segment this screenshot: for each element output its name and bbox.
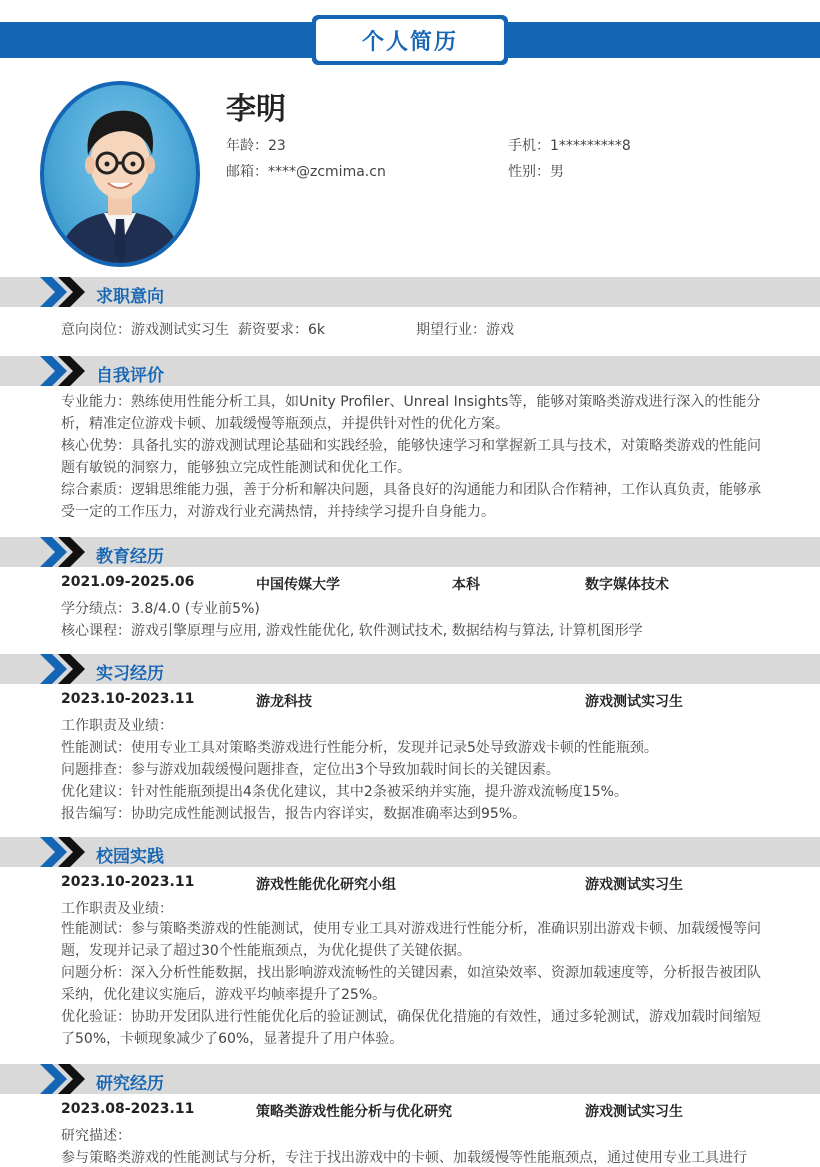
edu-date: 2021.09-2025.06: [61, 574, 195, 590]
section-title: 研究经历: [96, 1074, 164, 1094]
intern-item: 问题排查：参与游戏加载缓慢问题排查，定位出3个导致加载时间长的关键因素。: [61, 762, 560, 778]
chevron-icon: [38, 277, 92, 307]
section-campus-practice: [0, 837, 820, 867]
research-date: 2023.08-2023.11: [61, 1101, 195, 1117]
intern-item: 性能测试：使用专业工具对策略类游戏进行性能分析，发现并记录5处导致游戏卡顿的性能瓶颈。: [61, 740, 658, 756]
edu-gpa: 学分绩点：3.8/4.0 (专业前5%): [61, 601, 260, 617]
chevron-icon: [38, 837, 92, 867]
campus-subtitle: 工作职责及业绩：: [61, 901, 173, 917]
self-eval-paragraph: 综合素质：逻辑思维能力强，善于分析和解决问题，具备良好的沟通能力和团队合作精神，工作认真负责，能够承受一定的工作压力，对游戏行业充满热情，并持续学习提升自身能力。: [61, 482, 761, 520]
self-eval-paragraph: 专业能力：熟练使用性能分析工具，如Unity Profiler、Unreal Insights等，能够对策略类游戏进行深入的性能分析，精准定位游戏卡顿、加载缓慢等瓶颈点，并提供针对性的优化方案。: [61, 394, 761, 432]
phone-label: 手机：: [508, 138, 550, 154]
research-paragraph: 参与策略类游戏的性能测试与分析，专注于找出游戏中的卡顿、加载缓慢等性能瓶颈点，通过使用专业工具进行: [61, 1150, 747, 1166]
intern-company: 游龙科技: [256, 694, 312, 710]
section-title: 教育经历: [96, 547, 164, 567]
campus-role: 游戏测试实习生: [585, 877, 683, 893]
resume-title: 个人简历: [316, 19, 504, 61]
intent-position: 意向岗位：游戏测试实习生: [61, 322, 229, 338]
campus-paragraph: 问题分析：深入分析性能数据，找出影响游戏流畅性的关键因素，如渲染效率、资源加载速度等，分析报告被团队采纳，优化建议实施后，游戏平均帧率提升了25%。: [61, 965, 761, 1003]
gender-label: 性别：: [508, 164, 550, 180]
chevron-icon: [38, 356, 92, 386]
gender-row: [508, 161, 564, 181]
section-title: 校园实践: [96, 847, 164, 867]
intent-industry: 期望行业：游戏: [416, 322, 514, 338]
section-title: 实习经历: [96, 664, 164, 684]
campus-org: 游戏性能优化研究小组: [256, 877, 396, 893]
self-eval-paragraph: 核心优势：具备扎实的游戏测试理论基础和实践经验，能够快速学习和掌握新工具与技术，对策略类游戏的性能问题有敏锐的洞察力，能够独立完成性能测试和优化工作。: [61, 438, 761, 476]
section-self-evaluation: [0, 356, 820, 386]
section-research: [0, 1064, 820, 1094]
avatar: [40, 81, 200, 267]
research-project: 策略类游戏性能分析与优化研究: [256, 1104, 452, 1120]
email-row: [226, 161, 386, 181]
age-value: 23: [268, 138, 286, 154]
email-value: ****@zcmima.cn: [268, 164, 386, 180]
intern-role: 游戏测试实习生: [585, 694, 683, 710]
phone-row: [508, 135, 631, 155]
section-title: 求职意向: [96, 287, 164, 307]
email-label: 邮箱：: [226, 164, 268, 180]
intern-item: 报告编写：协助完成性能测试报告，报告内容详实，数据准确率达到95%。: [61, 806, 527, 822]
campus-date: 2023.10-2023.11: [61, 874, 195, 890]
candidate-name: 李明: [226, 92, 286, 127]
edu-major: 数字媒体技术: [585, 577, 669, 593]
phone-value: 1*********8: [550, 138, 631, 154]
chevron-icon: [38, 537, 92, 567]
title-box: [312, 15, 508, 65]
intern-item: 优化建议：针对性能瓶颈提出4条优化建议，其中2条被采纳并实施，提升游戏流畅度15%。: [61, 784, 628, 800]
section-internship: [0, 654, 820, 684]
chevron-icon: [38, 654, 92, 684]
edu-school: 中国传媒大学: [256, 577, 340, 593]
chevron-icon: [38, 1064, 92, 1094]
edu-courses: 核心课程：游戏引擎原理与应用, 游戏性能优化, 软件测试技术, 数据结构与算法, 计算机图形学: [61, 623, 643, 639]
campus-paragraph: 优化验证：协助开发团队进行性能优化后的验证测试，确保优化措施的有效性，通过多轮测试，游戏加载时间缩短了50%，卡顿现象减少了60%，显著提升了用户体验。: [61, 1009, 761, 1047]
section-title: 自我评价: [96, 366, 164, 386]
section-job-intent: [0, 277, 820, 307]
section-education: [0, 537, 820, 567]
age-label: 年龄：: [226, 138, 268, 154]
age-row: [226, 135, 286, 155]
intern-date: 2023.10-2023.11: [61, 691, 195, 707]
portrait-image: [44, 85, 196, 263]
intent-salary: 薪资要求：6k: [238, 322, 326, 338]
research-role: 游戏测试实习生: [585, 1104, 683, 1120]
gender-value: 男: [550, 164, 564, 180]
intern-subtitle: 工作职责及业绩：: [61, 718, 173, 734]
campus-paragraph: 性能测试：参与策略类游戏的性能测试，使用专业工具对游戏进行性能分析，准确识别出游戏卡顿、加载缓慢等问题，发现并记录了超过30个性能瓶颈点，为优化提供了关键依据。: [61, 921, 761, 959]
research-subtitle: 研究描述：: [61, 1128, 131, 1144]
edu-degree: 本科: [452, 577, 480, 593]
